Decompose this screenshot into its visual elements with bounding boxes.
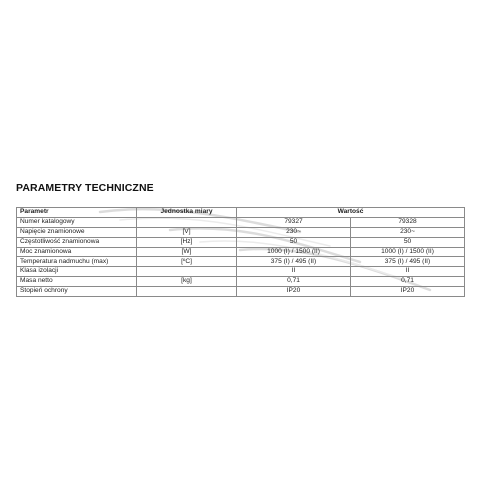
- table-row: [17, 247, 465, 257]
- param-cell: Numer katalogowy: [17, 217, 137, 227]
- value-cell-2: 50: [351, 237, 465, 247]
- value-cell-1: II: [237, 267, 351, 277]
- param-cell: Masa netto: [17, 277, 137, 287]
- value-cell-1: 50: [237, 237, 351, 247]
- header-unit: Jednostka miary: [137, 208, 237, 218]
- section-title: PARAMETRY TECHNICZNE: [16, 182, 154, 194]
- specs-table: [16, 207, 465, 297]
- table-header-row: [17, 208, 465, 218]
- table-row: [17, 217, 465, 227]
- unit-cell: [V]: [137, 227, 237, 237]
- value-cell-2: 375 (I) / 495 (II): [351, 257, 465, 267]
- param-cell: Klasa izolacji: [17, 267, 137, 277]
- value-cell-2: 0,71: [351, 277, 465, 287]
- header-parameter: Parametr: [17, 208, 137, 218]
- unit-cell: [137, 267, 237, 277]
- value-cell-2: 1000 (I) / 1500 (II): [351, 247, 465, 257]
- header-value: Wartość: [237, 208, 465, 218]
- value-cell-1: 230~: [237, 227, 351, 237]
- value-cell-1: 0,71: [237, 277, 351, 287]
- unit-cell: [137, 217, 237, 227]
- table-row: [17, 257, 465, 267]
- unit-cell: [W]: [137, 247, 237, 257]
- value-cell-2: II: [351, 267, 465, 277]
- value-cell-2: IP20: [351, 287, 465, 297]
- table-row: [17, 237, 465, 247]
- param-cell: Temperatura nadmuchu (max): [17, 257, 137, 267]
- value-cell-2: 230~: [351, 227, 465, 237]
- param-cell: Napięcie znamionowe: [17, 227, 137, 237]
- value-cell-1: IP20: [237, 287, 351, 297]
- param-cell: Częstotliwość znamionowa: [17, 237, 137, 247]
- unit-cell: [kg]: [137, 277, 237, 287]
- table-row: [17, 267, 465, 277]
- table-row: [17, 227, 465, 237]
- unit-cell: [137, 287, 237, 297]
- value-cell-1: 1000 (I) / 1500 (II): [237, 247, 351, 257]
- table-row: [17, 277, 465, 287]
- value-cell-1: 375 (I) / 495 (II): [237, 257, 351, 267]
- param-cell: Stopień ochrony: [17, 287, 137, 297]
- value-cell-2: 79328: [351, 217, 465, 227]
- value-cell-1: 79327: [237, 217, 351, 227]
- table-row: [17, 287, 465, 297]
- unit-cell: [Hz]: [137, 237, 237, 247]
- param-cell: Moc znamionowa: [17, 247, 137, 257]
- unit-cell: [ºC]: [137, 257, 237, 267]
